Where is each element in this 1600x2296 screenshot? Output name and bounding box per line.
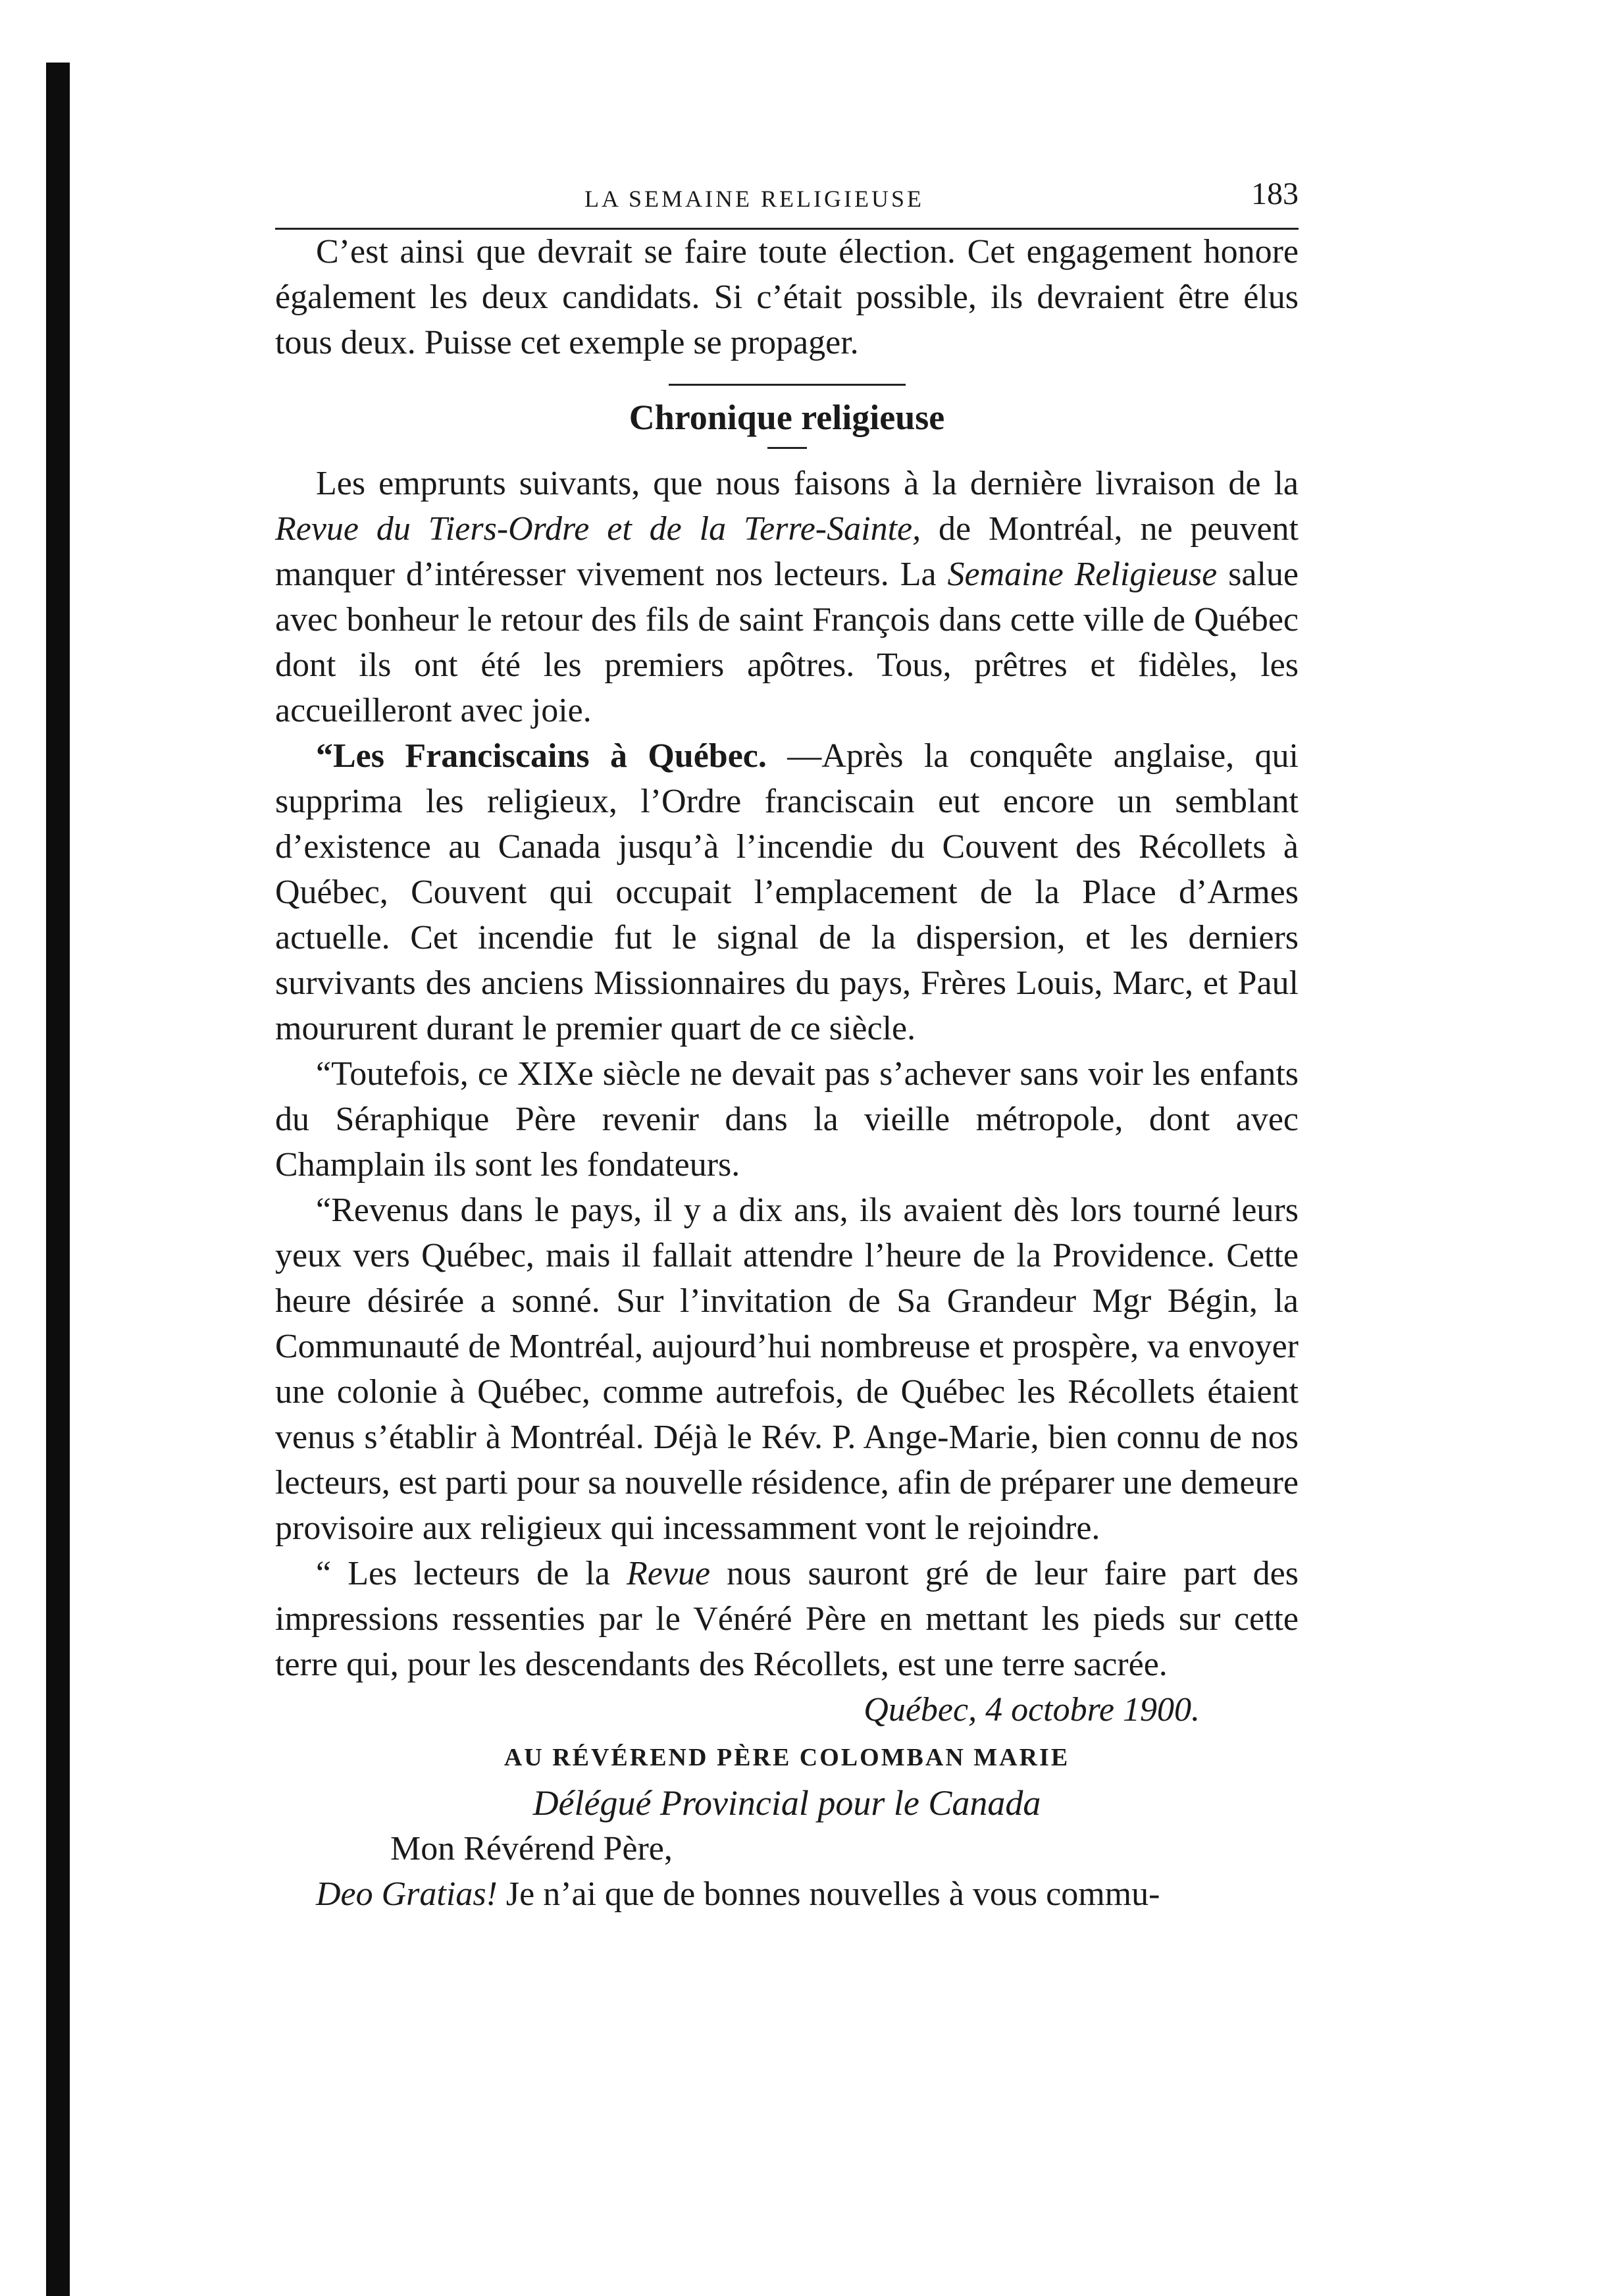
intro-paragraph: C’est ainsi que devrait se faire toute élection. Cet engagement honore également les deux candidats. Si c’était possible, ils devraient être élus tous deux. Puisse cet exemple se propager. [275,233,1299,361]
page-number: 183 [1251,176,1299,211]
title-divider [767,447,807,449]
section-title: Chronique religieuse [629,398,945,437]
text-run: —Après la conquête anglaise, qui supprima les religieux, l’Ordre franciscain eut encore un semblant d’existence au Canada jusqu’à l’incendie du Couvent des Récollets à Québec, Couvent qui occupait l’emplacement de la Place d’Armes actuelle. Cet incendie fut le signal de la dispersion, et les derniers survivants des anciens Missionnaires du pays, Frères Louis, Marc, et Paul moururent durant le premier quart de ce siècle. [275,737,1299,1047]
text-run: de Montréal, ne peuvent manquer d’intéresser vivement nos lecteurs. La [275,510,1299,593]
paragraph-nineteenth-century: “Toutefois, ce XIXe siècle ne devait pas s’achever sans voir les enfants du Séraphique Père revenir dans la vieille métropole, dont avec Champlain ils sont les fondateurs. [275,1055,1299,1184]
publication-title: Semaine Religieuse [947,556,1218,593]
text-run: nous sauront gré de leur faire part des impressions ressenties par le Vénéré Père en mettant les pieds sur cette terre qui, pour les descendants des Récollets, est une terre sacrée. [275,1555,1299,1683]
letter-dateline: Québec, 4 octobre 1900. [864,1691,1200,1729]
header-rule [275,228,1299,230]
article-lead: “Les Franciscains à Québec. [316,737,767,775]
text-run: Je n’ai que de bonnes nouvelles à vous commu- [497,1875,1160,1913]
page-header [275,165,1299,224]
letter-addressee-role: Délégué Provincial pour le Canada [532,1783,1041,1823]
paragraph-franciscans [275,733,1299,1051]
journal-title: Revue du Tiers-Ordre et de la Terre-Sainte, [275,510,921,548]
letter-salutation: Mon Révérend Père, [390,1830,673,1867]
letter-addressee: AU RÉVÉREND PÈRE COLOMBAN MARIE [503,1744,1070,1771]
book-page [275,165,1299,1917]
paragraph-readers [275,1551,1299,1687]
text-run: “ Les lecteurs de la [316,1555,627,1592]
letter-opening [275,1871,1299,1917]
journal-name: Revue [627,1555,711,1592]
running-title: LA SEMAINE RELIGIEUSE [584,186,924,212]
text-run: Les emprunts suivants, que nous faisons à la dernière livraison de la [316,465,1299,502]
book-binding-edge [46,63,70,2296]
text-run: salue avec bonheur le retour des fils de saint François dans cette ville de Québec dont ils ont été les premiers apôtres. Tous, prêtres et fidèles, les accueilleront avec joie. [275,556,1299,729]
section-divider [669,384,906,386]
letter-opening-italic: Deo Gratias! [316,1875,498,1913]
paragraph-borrowings [275,461,1299,733]
paragraph-return: “Revenus dans le pays, il y a dix ans, ils avaient dès lors tourné leurs yeux vers Québec, mais il fallait attendre l’heure de la Providence. Cette heure désirée a sonné. Sur l’invitation de Sa Grandeur Mgr Bégin, la Communauté de Montréal, aujourd’hui nombreuse et prospère, va envoyer une colonie à Québec, comme autrefois, de Québec les Récollets étaient venus s’établir à Montréal. Déjà le Rév. P. Ange-Marie, bien connu de nos lecteurs, est parti pour sa nouvelle résidence, afin de préparer une demeure provisoire aux religieux qui incessamment vont le rejoindre. [275,1191,1299,1547]
